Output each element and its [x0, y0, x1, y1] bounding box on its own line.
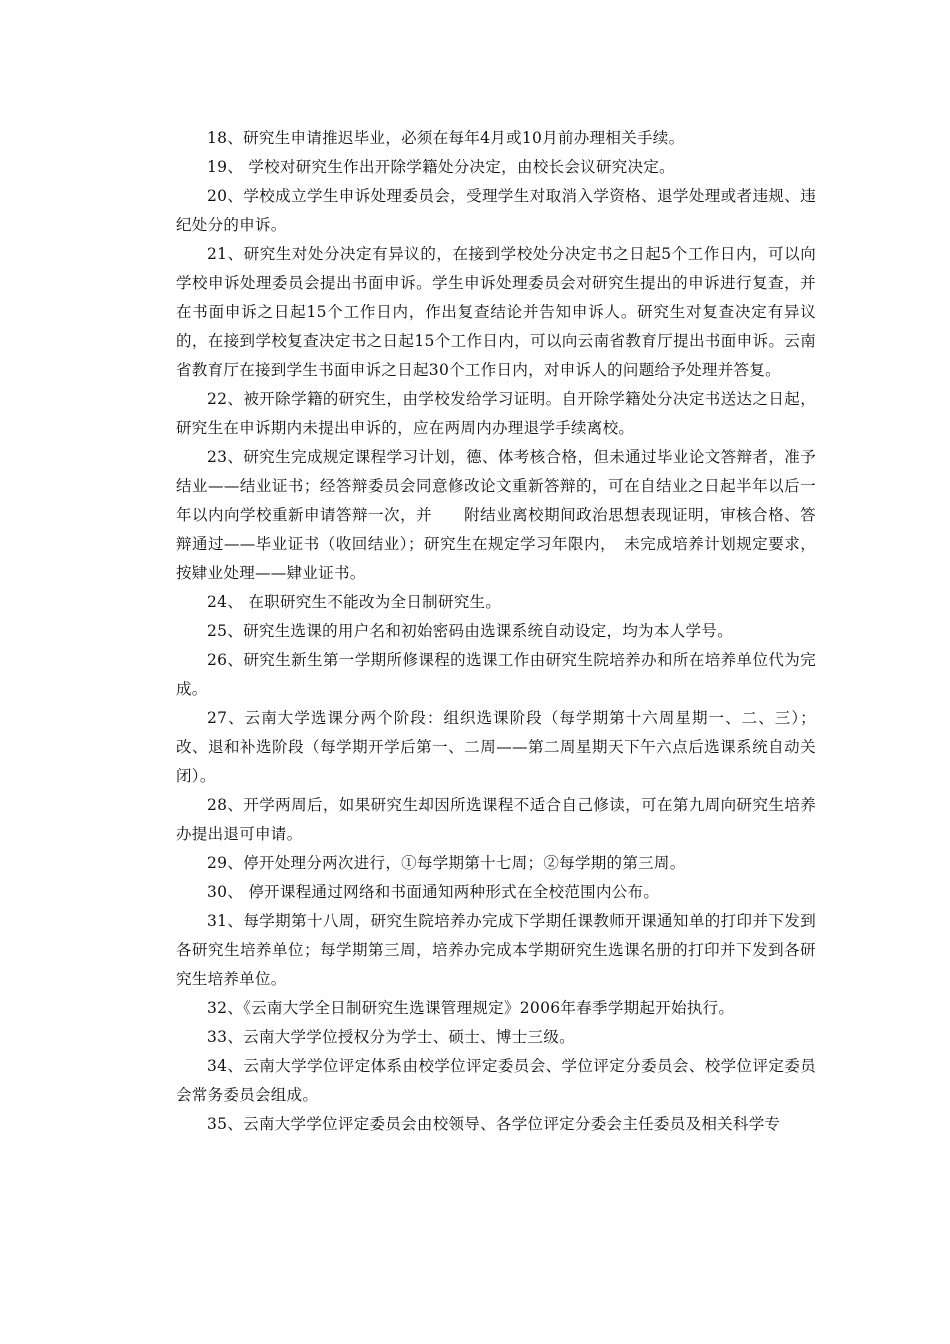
- document-body: [176, 124, 816, 1139]
- paragraph-20: 20、学校成立学生申诉处理委员会，受理学生对取消入学资格、退学处理或者违规、违纪处分的申诉。: [176, 187, 816, 234]
- paragraph-26: 26、研究生新生第一学期所修课程的选课工作由研究生院培养办和所在培养单位代为完成。: [176, 651, 816, 698]
- paragraph-35: 35、云南大学学位评定委员会由校领导、各学位评定分委会主任委员及相关科学专: [207, 1115, 781, 1133]
- paragraph-21: 21、研究生对处分决定有异议的，在接到学校处分决定书之日起5个工作日内，可以向学校申诉处理委员会提出书面申诉。学生申诉处理委员会对研究生提出的申诉进行复查，并在书面申诉之日起15个工作日内，作出复查结论并告知申诉人。研究生对复查决定有异议的，在接到学校复查决定书之日起15个工作日内，可以向云南省教育厅提出书面申诉。云南省教育厅在接到学生书面申诉之日起30个工作日内，对申诉人的问题给予处理并答复。: [176, 245, 816, 379]
- paragraph-19: 19、 学校对研究生作出开除学籍处分决定，由校长会议研究决定。: [207, 158, 675, 176]
- paragraph-27: 27、云南大学选课分两个阶段：组织选课阶段（每学期第十六周星期一、二、三）；改、退和补选阶段（每学期开学后第一、二周——第二周星期天下午六点后选课系统自动关闭）。: [176, 709, 816, 785]
- paragraph-34: 34、云南大学学位评定体系由校学位评定委员会、学位评定分委员会、校学位评定委员会常务委员会组成。: [176, 1057, 816, 1104]
- paragraph-18: 18、研究生申请推迟毕业，必须在每年4月或10月前办理相关手续。: [207, 129, 685, 147]
- paragraph-31: 31、每学期第十八周，研究生院培养办完成下学期任课教师开课通知单的打印并下发到各研究生培养单位；每学期第三周，培养办完成本学期研究生选课名册的打印并下发到各研究生培养单位。: [176, 912, 816, 988]
- paragraph-28: 28、开学两周后，如果研究生却因所选课程不适合自己修读，可在第九周向研究生培养办提出退可申请。: [176, 796, 816, 843]
- paragraph-24: 24、 在职研究生不能改为全日制研究生。: [207, 593, 502, 611]
- paragraph-29: 29、停开处理分两次进行，①每学期第十七周；②每学期的第三周。: [207, 854, 686, 872]
- paragraph-32: 32、《云南大学全日制研究生选课管理规定》2006年春季学期起开始执行。: [207, 999, 735, 1017]
- paragraph-23: 23、研究生完成规定课程学习计划，德、体考核合格，但未通过毕业论文答辩者，准予结业——结业证书；经答辩委员会同意修改论文重新答辩的，可在自结业之日起半年以后一年以内向学校重新申请答辩一次，并 附结业离校期间政治思想表现证明，审核合格、答辩通过——毕业证书（收回结业）；研究生在规定学习年限内， 未完成培养计划规定要求，按肄业处理——肄业证书。: [176, 448, 816, 582]
- paragraph-25: 25、研究生选课的用户名和初始密码由选课系统自动设定，均为本人学号。: [207, 622, 733, 640]
- paragraph-30: 30、 停开课程通过网络和书面通知两种形式在全校范围内公布。: [207, 883, 660, 901]
- paragraph-22: 22、被开除学籍的研究生，由学校发给学习证明。自开除学籍处分决定书送达之日起，研究生在申诉期内未提出申诉的，应在两周内办理退学手续离校。: [176, 390, 816, 437]
- paragraph-33: 33、云南大学学位授权分为学士、硕士、博士三级。: [207, 1028, 575, 1046]
